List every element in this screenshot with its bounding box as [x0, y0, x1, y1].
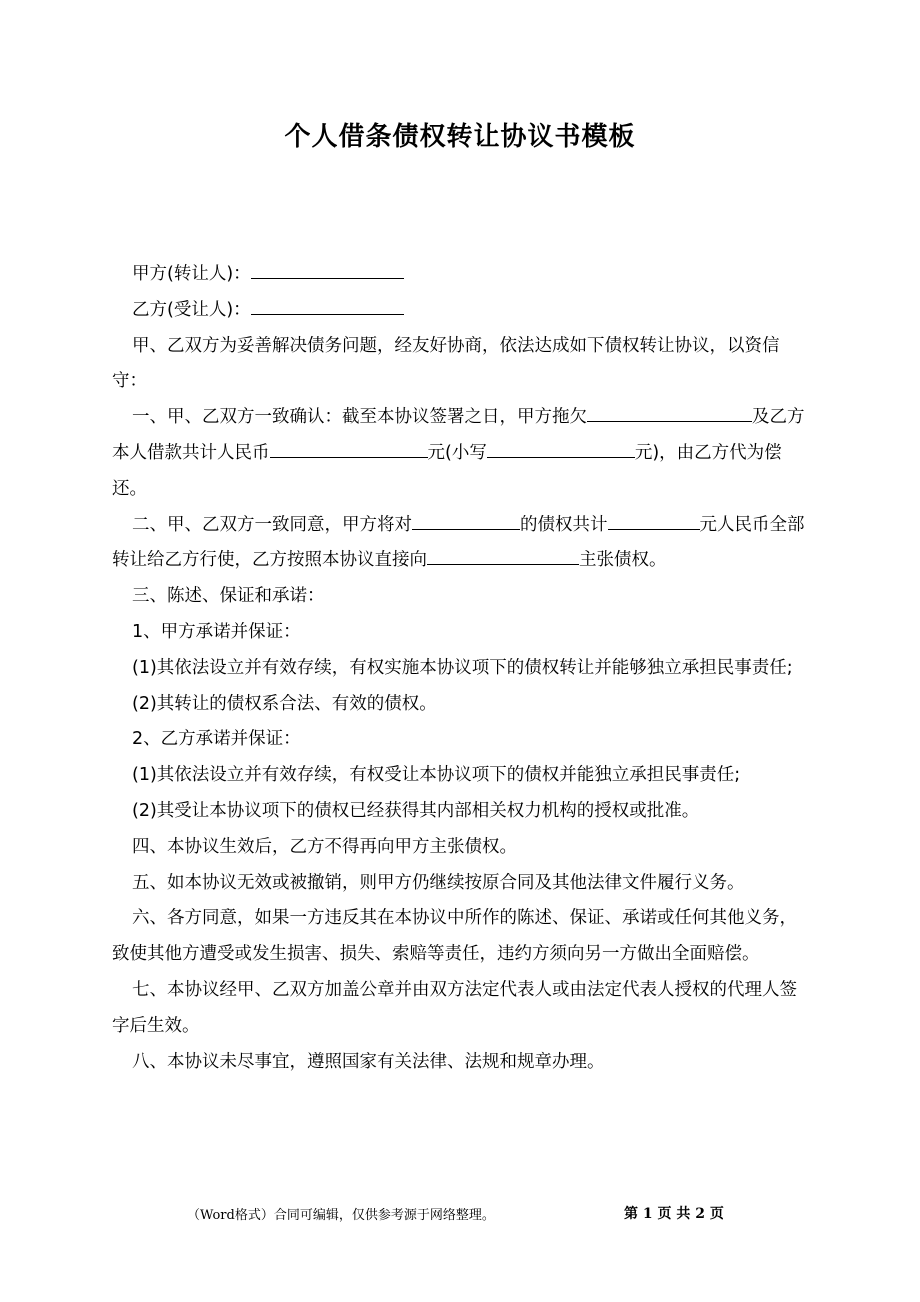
document-title: 个人借条债权转让协议书模板	[284, 122, 636, 152]
clause-1-text-c: 元(小写	[427, 442, 487, 463]
party-a-line	[112, 257, 812, 293]
clause-4: 四、本协议生效后，乙方不得再向甲方主张债权。	[132, 836, 517, 857]
page-number: 第 1 页 共 2 页	[624, 1206, 724, 1222]
clause-1-text-d: 元)，由乙方代为偿还。	[112, 442, 782, 499]
clause-2-blank-amount	[608, 511, 700, 530]
clause-2-text-d: 主张债权。	[579, 550, 667, 571]
party-a-blank	[251, 260, 404, 279]
party-b-line	[112, 293, 812, 329]
clause-3-1: 1、甲方承诺并保证：	[132, 621, 301, 642]
clause-2-text-a: 二、甲、乙双方一致同意，甲方将对	[132, 514, 412, 535]
clause-5: 五、如本协议无效或被撤销，则甲方仍继续按原合同及其他法律文件履行义务。	[132, 872, 745, 893]
clause-6: 六、各方同意，如果一方违反其在本协议中所作的陈述、保证、承诺或任何其他义务，致使其他方遭受或发生损害、损失、索赔等责任，违约方须向另一方做出全面赔偿。	[112, 908, 797, 965]
clause-3-2-1: (1)其依法设立并有效存续，有权受让本协议项下的债权并能独立承担民事责任;	[132, 765, 741, 786]
clause-1-text-a: 一、甲、乙双方一致确认：截至本协议签署之日，甲方拖欠	[132, 407, 587, 428]
clause-8: 八、本协议未尽事宜，遵照国家有关法律、法规和规章办理。	[132, 1051, 605, 1072]
clause-3-1-1: (1)其依法设立并有效存续，有权实施本协议项下的债权转让并能够独立承担民事责任;	[132, 657, 793, 678]
footer-note: （Word格式）合同可编辑，仅供参考源于网络整理。	[187, 1208, 495, 1223]
document-body	[112, 257, 812, 1080]
clause-3-2: 2、乙方承诺并保证：	[132, 729, 301, 750]
clause-2-text-c: 元人民币全部转让给乙方行使，乙方按照本协议直接向	[112, 514, 805, 571]
clause-1-blank-amount	[270, 439, 428, 458]
clause-2-text-b: 的债权共计	[520, 514, 608, 535]
clause-1-text-b: 及乙方本人借款共计人民币	[112, 407, 805, 463]
party-b-label: 乙方(受让人)：	[132, 299, 251, 320]
clause-2	[112, 508, 812, 580]
clause-1-blank-debtor	[587, 403, 752, 422]
clause-1	[112, 400, 812, 507]
party-a-label: 甲方(转让人)：	[132, 264, 251, 284]
intro-paragraph: 甲、乙双方为妥善解决债务问题，经友好协商，依法达成如下债权转让协议，以资信守：	[112, 335, 780, 392]
clause-1-blank-amount-figures	[487, 439, 635, 458]
clause-3-1-2: (2)其转让的债权系合法、有效的债权。	[132, 693, 437, 714]
clause-3: 三、陈述、保证和承诺：	[132, 586, 325, 607]
clause-7: 七、本协议经甲、乙双方加盖公章并由双方法定代表人或由法定代表人授权的代理人签字后生效。	[112, 979, 797, 1036]
clause-2-blank-debtor	[412, 511, 520, 530]
clause-3-2-2: (2)其受让本协议项下的债权已经获得其内部相关权力机构的授权或批准。	[132, 800, 700, 821]
party-b-blank	[251, 296, 404, 315]
clause-2-blank-claimant	[427, 546, 579, 565]
